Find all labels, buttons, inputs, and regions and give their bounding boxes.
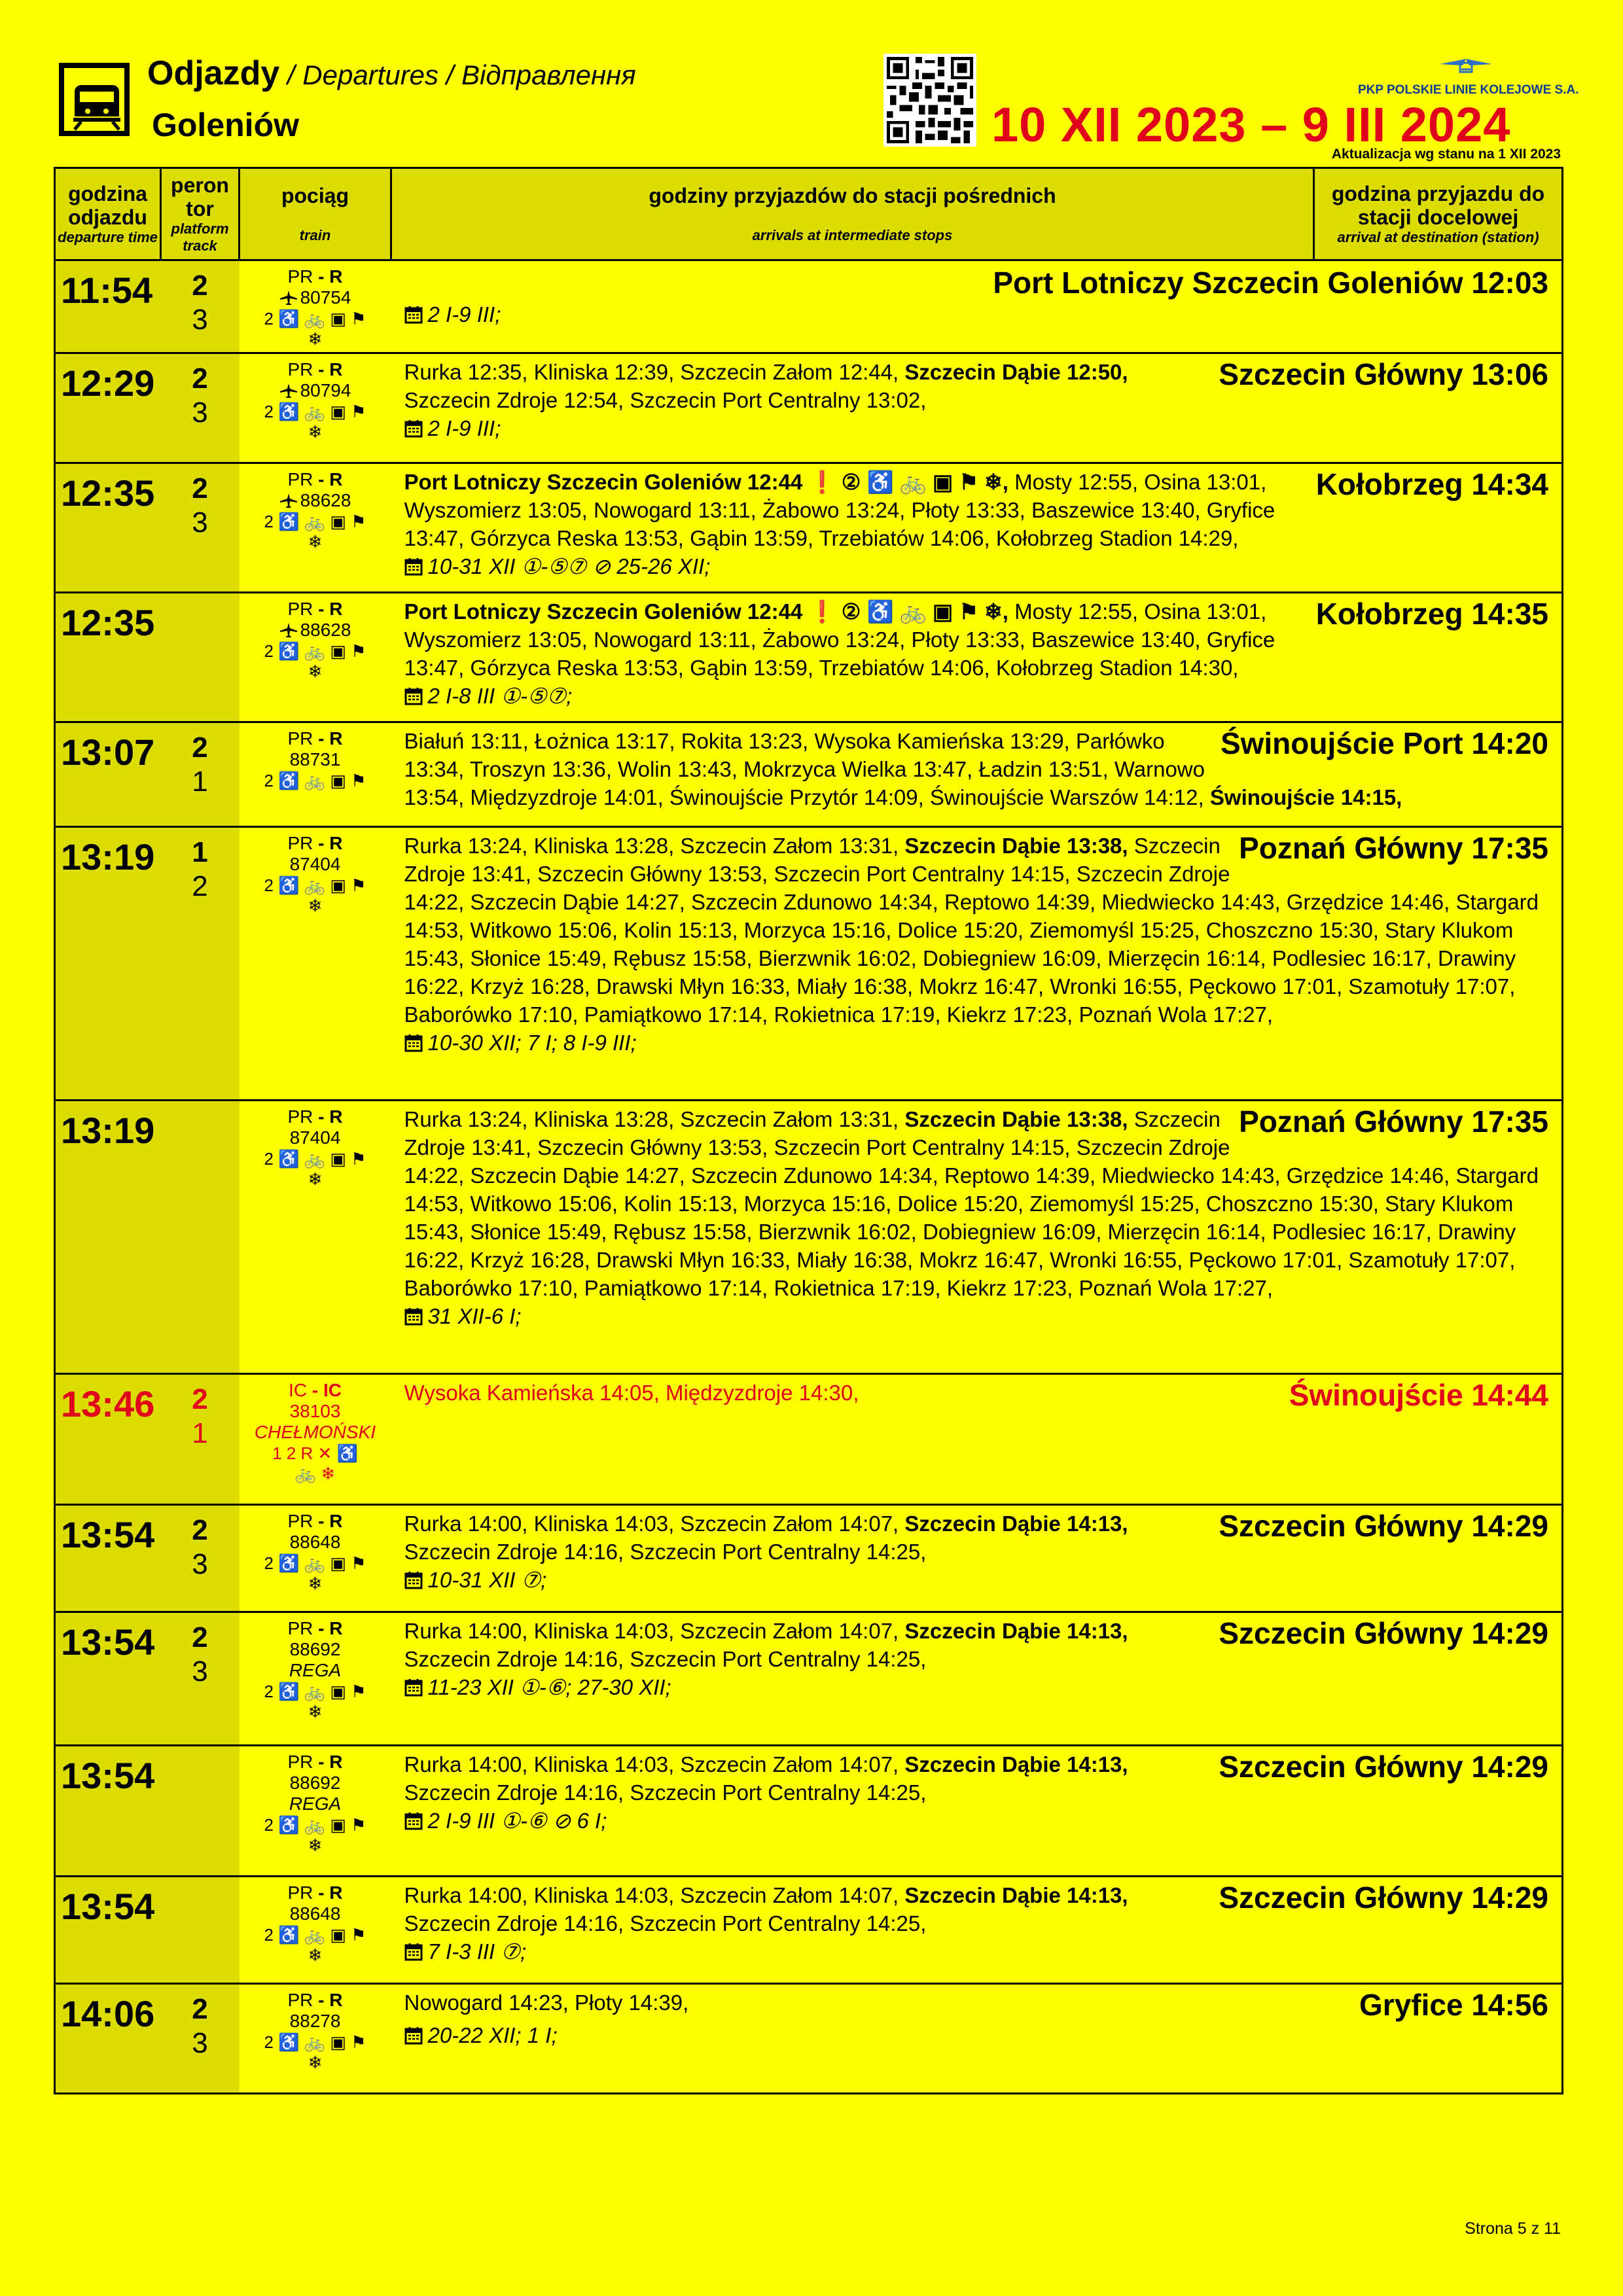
track-number: 1 <box>192 766 208 798</box>
platform-number: 2 <box>192 472 208 504</box>
train-logo-icon <box>59 63 130 136</box>
train-category: PR - R <box>287 833 343 853</box>
departure-time: 12:29 <box>55 353 161 463</box>
train-amenities-icons: 2 ♿ 🚲 ▣ ⚑ <box>264 875 366 895</box>
train-number: 88692 <box>289 1773 341 1793</box>
route-details <box>391 593 1563 722</box>
station-name: Goleniów <box>152 107 299 143</box>
platform-number: 2 <box>192 1621 208 1653</box>
intermediate-stops: Szczecin Zdroje 14:16, Szczecin Port Centralny 14:25, <box>404 1780 927 1805</box>
airport-icon <box>279 622 298 638</box>
departure-time: 12:35 <box>55 463 161 593</box>
airport-icon <box>279 493 298 508</box>
platform-track <box>161 1374 240 1505</box>
calendar-icon <box>404 306 423 324</box>
snowflake-icon: ❄ <box>308 1702 323 1722</box>
train-amenities-icons: 2 ♿ 🚲 ▣ ⚑ <box>264 1682 366 1701</box>
train-amenities-icons: 1 2 R ✕ ♿ <box>272 1443 358 1463</box>
calendar-icon <box>404 1678 423 1697</box>
validity-period: 10 XII 2023 – 9 III 2024 <box>991 97 1511 152</box>
train-number: 88692 <box>289 1639 341 1659</box>
platform-track <box>161 1877 240 1984</box>
departure-row <box>55 353 1563 463</box>
intermediate-stops: Mosty 12:55, Osina 13:01, Wyszomierz 13:05, Nowogard 13:11, Żabowo 13:24, Płoty 13:33, Baszewice 13:40, Gryfice 13:47, Górzyca Reska 13:53, Gąbin 13:59, Trzebiatów 14:06, Kołobrzeg Stadion 14:30, <box>404 599 1275 680</box>
track-number: 1 <box>192 1417 208 1449</box>
train-info <box>240 1984 391 2094</box>
intermediate-stops: Rurka 13:24, Kliniska 13:28, Szczecin Załom 13:31, <box>404 1107 905 1131</box>
departures-table <box>54 167 1563 2094</box>
intermediate-stops: Mosty 12:55, Osina 13:01, Wyszomierz 13:05, Nowogard 13:11, Żabowo 13:24, Płoty 13:33, Baszewice 13:40, Gryfice 13:47, Górzyca Reska 13:53, Gąbin 13:59, Trzebiatów 14:06, Kołobrzeg Stadion 14:29, <box>404 470 1275 550</box>
destination-arrival: Port Lotniczy Szczecin Goleniów 12:03 <box>993 266 1548 300</box>
col-destination-arrival: godzina przyjazdu do stacji docelowej arrival at destination (station) <box>1314 168 1563 260</box>
train-number: 80754 <box>240 287 391 308</box>
train-info <box>240 353 391 463</box>
snowflake-icon: ❄ <box>308 2053 323 2072</box>
intermediate-stop-bold: Świnoujście 14:15, <box>1209 785 1402 809</box>
departure-time: 13:54 <box>55 1612 161 1746</box>
intermediate-stops: Szczecin Zdroje 13:41, Szczecin Główny 13:53, Szczecin Port Centralny 14:15, Szczecin Zdroje 14:22, Szczecin Dąbie 14:27, Szczecin Zdunowo 14:34, Reptowo 14:39, Miedwiecko 14:43, Grzędzice 14:46, Stargard 14:53, Witkowo 15:06, Kolin 15:13, Morzyca 15:16, Dolice 15:20, Ziemomyśl 15:25, Choszczno 15:30, Stary Klukom 15:43, Słonice 15:49, Rębusz 15:58, Bierzwnik 16:02, Dobiegniew 16:09, Mierzęcin 16:14, Podlesiec 16:17, Drawiny 16:22, Krzyż 16:28, Drawski Młyn 16:33, Miały 16:38, Mokrz 16:47, Wronki 16:55, Pęckowo 17:01, Szamotuły 17:07, Baborówko 17:10, Pamiątkowo 17:14, Rokietnica 17:19, Kiekrz 17:23, Poznań Wola 17:27, <box>404 1107 1539 1300</box>
pkp-logo: PKP POLSKIE LINIE KOLEJOWE S.A. <box>1358 55 1574 97</box>
intermediate-stop-bold: Szczecin Dąbie 13:38, <box>904 834 1128 858</box>
intermediate-stops: Rurka 14:00, Kliniska 14:03, Szczecin Załom 14:07, <box>404 1752 905 1776</box>
intermediate-stop-bold: Port Lotniczy Szczecin Goleniów 12:44 ❗ ② ♿ 🚲 ▣ ⚑ ❄, <box>404 599 1008 624</box>
running-days: 2 I-9 III; <box>404 414 1549 445</box>
train-category: PR - R <box>287 1511 343 1531</box>
intermediate-stops: Szczecin Zdroje 14:16, Szczecin Port Centralny 14:25, <box>404 1647 927 1671</box>
running-days: 10-31 XII ①-⑤⑦ ⊘ 25-26 XII; <box>404 552 1549 583</box>
running-days: 2 I-9 III; <box>404 300 1549 331</box>
destination-arrival: Poznań Główny 17:35 <box>1239 831 1548 865</box>
train-category: PR - R <box>287 359 343 380</box>
platform-track <box>161 827 240 1101</box>
calendar-icon <box>404 1034 423 1052</box>
departure-time: 13:54 <box>55 1877 161 1984</box>
snowflake-icon: 🚲 ❄ <box>294 1464 336 1483</box>
platform-track <box>161 463 240 593</box>
departure-row <box>55 260 1563 353</box>
departure-time: 13:19 <box>55 1101 161 1374</box>
train-number: 88628 <box>240 490 391 511</box>
intermediate-stops: Rurka 12:35, Kliniska 12:39, Szczecin Załom 12:44, <box>404 360 905 384</box>
train-info <box>240 1505 391 1612</box>
train-amenities-icons: 2 ♿ 🚲 ▣ ⚑ <box>264 771 366 790</box>
page-title: Odjazdy / Departures / Відправлення <box>147 54 636 92</box>
departure-time: 13:46 <box>55 1374 161 1505</box>
platform-track <box>161 722 240 827</box>
intermediate-stop-bold: Szczecin Dąbie 14:13, <box>904 1511 1128 1536</box>
snowflake-icon: ❄ <box>308 532 323 552</box>
route-details <box>391 1984 1563 2094</box>
track-number: 3 <box>192 304 208 336</box>
departure-row <box>55 593 1563 722</box>
train-amenities-icons: 2 ♿ 🚲 ▣ ⚑ <box>264 1925 366 1945</box>
intermediate-stops: Szczecin Zdroje 12:54, Szczecin Port Centralny 13:02, <box>404 388 927 412</box>
train-number: 80794 <box>240 380 391 401</box>
route-details <box>391 260 1563 353</box>
platform-track <box>161 1746 240 1877</box>
train-category: PR - R <box>287 1106 343 1127</box>
route-details <box>391 1612 1563 1746</box>
train-info <box>240 1612 391 1746</box>
page-header <box>0 0 1623 170</box>
intermediate-stops: Szczecin Zdroje 14:16, Szczecin Port Centralny 14:25, <box>404 1911 927 1935</box>
intermediate-stops: Rurka 13:24, Kliniska 13:28, Szczecin Załom 13:31, <box>404 834 905 858</box>
train-category: PR - R <box>287 1618 343 1638</box>
departure-time: 13:07 <box>55 722 161 827</box>
train-category: PR - R <box>287 469 343 489</box>
destination-arrival: Poznań Główny 17:35 <box>1239 1104 1548 1139</box>
track-number: 3 <box>192 1548 208 1580</box>
train-amenities-icons: 2 ♿ 🚲 ▣ ⚑ <box>264 1553 366 1573</box>
track-number: 3 <box>192 506 208 539</box>
intermediate-stops: Wysoka Kamieńska 14:05, Międzyzdroje 14:30, <box>404 1381 859 1405</box>
train-amenities-icons: 2 ♿ 🚲 ▣ ⚑ <box>264 512 366 531</box>
destination-arrival: Świnoujście Port 14:20 <box>1220 726 1548 760</box>
departure-time: 11:54 <box>55 260 161 353</box>
route-details <box>391 722 1563 827</box>
running-days: 20-22 XII; 1 I; <box>404 2021 1549 2052</box>
airport-icon <box>279 290 298 306</box>
departure-row <box>55 1505 1563 1612</box>
snowflake-icon: ❄ <box>308 1835 323 1855</box>
train-info <box>240 722 391 827</box>
train-category: PR - R <box>287 1990 343 2010</box>
departure-time: 14:06 <box>55 1984 161 2094</box>
route-details <box>391 1877 1563 1984</box>
platform-number: 2 <box>192 1993 208 2025</box>
col-train: pociąg train <box>240 168 391 260</box>
departure-row <box>55 722 1563 827</box>
running-days: 10-31 XII ⑦; <box>404 1566 1549 1597</box>
train-category: PR - R <box>287 266 343 287</box>
platform-track <box>161 1101 240 1374</box>
intermediate-stops: Rurka 14:00, Kliniska 14:03, Szczecin Załom 14:07, <box>404 1619 905 1643</box>
train-info <box>240 260 391 353</box>
col-intermediate-stops: godziny przyjazdów do stacji pośrednich arrivals at intermediate stops <box>391 168 1314 260</box>
train-category: PR - R <box>287 1752 343 1772</box>
snowflake-icon: ❄ <box>308 1574 323 1593</box>
snowflake-icon: ❄ <box>308 422 323 442</box>
train-amenities-icons: 2 ♿ 🚲 ▣ ⚑ <box>264 309 366 328</box>
destination-arrival: Gryfice 14:56 <box>1359 1988 1548 2022</box>
platform-track <box>161 593 240 722</box>
platform-track <box>161 1505 240 1612</box>
platform-track <box>161 353 240 463</box>
table-header-row <box>55 168 1563 260</box>
platform-number: 2 <box>192 1514 208 1546</box>
departure-row <box>55 827 1563 1101</box>
running-days: 11-23 XII ①-⑥; 27-30 XII; <box>404 1673 1549 1704</box>
destination-arrival: Szczecin Główny 14:29 <box>1219 1881 1548 1915</box>
destination-arrival: Szczecin Główny 14:29 <box>1219 1509 1548 1543</box>
intermediate-stop-bold: Port Lotniczy Szczecin Goleniów 12:44 ❗ ② ♿ 🚲 ▣ ⚑ ❄, <box>404 470 1008 494</box>
departure-row <box>55 1746 1563 1877</box>
departure-time: 12:35 <box>55 593 161 722</box>
train-number: 88648 <box>289 1903 341 1924</box>
train-number: 88648 <box>289 1532 341 1552</box>
intermediate-stop-bold: Szczecin Dąbie 13:38, <box>904 1107 1128 1131</box>
qr-code-icon <box>883 54 976 147</box>
train-info <box>240 1101 391 1374</box>
calendar-icon <box>404 1943 423 1961</box>
route-details <box>391 1746 1563 1877</box>
intermediate-stop-bold: Szczecin Dąbie 14:13, <box>904 1619 1128 1643</box>
calendar-icon <box>404 1571 423 1589</box>
route-details <box>391 1374 1563 1505</box>
train-info <box>240 1746 391 1877</box>
running-days: 7 I-3 III ⑦; <box>404 1937 1549 1968</box>
destination-arrival: Świnoujście 14:44 <box>1289 1378 1548 1412</box>
col-platform: peron tor platform track <box>161 168 240 260</box>
train-number: 87404 <box>289 1127 341 1148</box>
destination-arrival: Kołobrzeg 14:34 <box>1315 467 1548 501</box>
intermediate-stops: Rurka 14:00, Kliniska 14:03, Szczecin Załom 14:07, <box>404 1511 905 1536</box>
calendar-icon <box>404 557 423 576</box>
destination-arrival: Szczecin Główny 13:06 <box>1219 357 1548 391</box>
train-number: 38103 <box>289 1401 341 1421</box>
train-category: PR - R <box>287 728 343 749</box>
train-category: PR - R <box>287 599 343 619</box>
train-info <box>240 827 391 1101</box>
track-number: 3 <box>192 397 208 429</box>
departure-row <box>55 1984 1563 2094</box>
train-name: REGA <box>289 1793 342 1814</box>
departure-time: 13:19 <box>55 827 161 1101</box>
route-details <box>391 353 1563 463</box>
route-details <box>391 463 1563 593</box>
track-number: 3 <box>192 1655 208 1687</box>
departure-row <box>55 1374 1563 1505</box>
train-name: REGA <box>289 1660 342 1680</box>
platform-number: 2 <box>192 1383 208 1415</box>
platform-number: 2 <box>192 732 208 764</box>
train-info <box>240 1877 391 1984</box>
calendar-icon <box>404 1307 423 1326</box>
train-category: PR - R <box>287 1882 343 1903</box>
train-amenities-icons: 2 ♿ 🚲 ▣ ⚑ <box>264 402 366 421</box>
route-details <box>391 1505 1563 1612</box>
route-details <box>391 1101 1563 1374</box>
platform-track <box>161 1612 240 1746</box>
running-days: 2 I-9 III ①-⑥ ⊘ 6 I; <box>404 1807 1549 1837</box>
departure-row <box>55 1612 1563 1746</box>
calendar-icon <box>404 687 423 705</box>
intermediate-stops: Szczecin Zdroje 14:16, Szczecin Port Centralny 14:25, <box>404 1540 927 1564</box>
intermediate-stops: Białuń 13:11, Łożnica 13:17, Rokita 13:23, Wysoka Kamieńska 13:29, Parłówko 13:34, Troszyn 13:36, Wolin 13:43, Mokrzyca Wielka 13:47, Ładzin 13:51, Warnowo 13:54, Międzyzdroje 14:01, Świnoujście Przytór 14:09, Świnoujście Warszów 14:12, <box>404 729 1210 809</box>
destination-arrival: Kołobrzeg 14:35 <box>1315 597 1548 631</box>
route-details <box>391 827 1563 1101</box>
train-name: CHEŁMOŃSKI <box>254 1422 376 1442</box>
intermediate-stop-bold: Szczecin Dąbie 12:50, <box>904 360 1128 384</box>
airport-icon <box>279 383 298 398</box>
platform-number: 2 <box>192 270 208 302</box>
snowflake-icon: ❄ <box>308 1945 323 1965</box>
train-number: 88731 <box>289 749 341 769</box>
snowflake-icon: ❄ <box>308 896 323 915</box>
train-amenities-icons: 2 ♿ 🚲 ▣ ⚑ <box>264 2032 366 2052</box>
intermediate-stop-bold: Szczecin Dąbie 14:13, <box>904 1752 1128 1776</box>
snowflake-icon: ❄ <box>308 329 323 349</box>
intermediate-stops: Nowogard 14:23, Płoty 14:39, <box>404 1990 689 2015</box>
departure-row <box>55 1101 1563 1374</box>
train-number: 88628 <box>240 620 391 641</box>
train-info <box>240 463 391 593</box>
page-number: Strona 5 z 11 <box>1465 2219 1561 2238</box>
train-number: 88278 <box>289 2011 341 2031</box>
departure-time: 13:54 <box>55 1746 161 1877</box>
intermediate-stop-bold: Szczecin Dąbie 14:13, <box>904 1883 1128 1907</box>
track-number: 3 <box>192 2027 208 2059</box>
calendar-icon <box>404 2026 423 2045</box>
departure-row <box>55 463 1563 593</box>
train-number: 87404 <box>289 854 341 874</box>
snowflake-icon: ❄ <box>308 1169 323 1189</box>
platform-number: 2 <box>192 362 208 395</box>
platform-track <box>161 260 240 353</box>
running-days: 2 I-8 III ①-⑤⑦; <box>404 682 1549 713</box>
track-number: 2 <box>192 870 208 902</box>
intermediate-stops: Rurka 14:00, Kliniska 14:03, Szczecin Załom 14:07, <box>404 1883 905 1907</box>
destination-arrival: Szczecin Główny 14:29 <box>1219 1750 1548 1784</box>
calendar-icon <box>404 419 423 438</box>
platform-number: 1 <box>192 836 208 868</box>
destination-arrival: Szczecin Główny 14:29 <box>1219 1616 1548 1650</box>
intermediate-stops: Szczecin Zdroje 13:41, Szczecin Główny 13:53, Szczecin Port Centralny 14:15, Szczecin Zdroje 14:22, Szczecin Dąbie 14:27, Szczecin Zdunowo 14:34, Reptowo 14:39, Miedwiecko 14:43, Grzędzice 14:46, Stargard 14:53, Witkowo 15:06, Kolin 15:13, Morzyca 15:16, Dolice 15:20, Ziemomyśl 15:25, Choszczno 15:30, Stary Klukom 15:43, Słonice 15:49, Rębusz 15:58, Bierzwnik 16:02, Dobiegniew 16:09, Mierzęcin 16:14, Podlesiec 16:17, Drawiny 16:22, Krzyż 16:28, Drawski Młyn 16:33, Miały 16:38, Mokrz 16:47, Wronki 16:55, Pęckowo 17:01, Szamotuły 17:07, Baborówko 17:10, Pamiątkowo 17:14, Rokietnica 17:19, Kiekrz 17:23, Poznań Wola 17:27, <box>404 834 1539 1027</box>
train-info <box>240 1374 391 1505</box>
running-days: 10-30 XII; 7 I; 8 I-9 III; <box>404 1029 1549 1059</box>
platform-track <box>161 1984 240 2094</box>
update-note: Aktualizacja wg stanu na 1 XII 2023 <box>1331 147 1561 162</box>
calendar-icon <box>404 1812 423 1830</box>
pkp-wings-icon <box>1436 55 1495 77</box>
col-departure-time: godzina odjazdu departure time <box>55 168 161 260</box>
departure-time: 13:54 <box>55 1505 161 1612</box>
train-amenities-icons: 2 ♿ 🚲 ▣ ⚑ <box>264 641 366 661</box>
snowflake-icon: ❄ <box>308 662 323 681</box>
train-category: IC - IC <box>289 1380 342 1400</box>
train-amenities-icons: 2 ♿ 🚲 ▣ ⚑ <box>264 1149 366 1169</box>
train-info <box>240 593 391 722</box>
running-days: 31 XII-6 I; <box>404 1302 1549 1333</box>
departure-row <box>55 1877 1563 1984</box>
train-amenities-icons: 2 ♿ 🚲 ▣ ⚑ <box>264 1815 366 1835</box>
